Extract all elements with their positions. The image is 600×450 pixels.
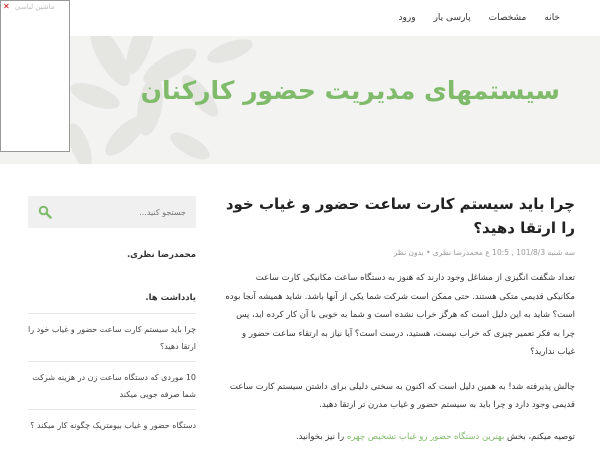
note-link-1[interactable]: چرا باید سیستم کارت ساعت حضور و غیاب خود را ارتقا دهید؟	[28, 313, 196, 361]
paragraph-3-suffix: را نیز بخوانید.	[295, 431, 347, 442]
nav-item-profile[interactable]: مشخصات	[488, 13, 527, 23]
note-link-2[interactable]: 10 موردی که دستگاه ساعت زن در هزینه شرکت شما صرفه جویی میکند	[28, 361, 196, 409]
nav-menu	[399, 0, 560, 36]
note-link-3[interactable]: دستگاه حضور و غیاب بیومتریک چگونه کار میکند ؟	[28, 409, 196, 440]
broken-image-alt-text: ماشین لباسی	[15, 3, 55, 11]
sidebar	[28, 196, 196, 440]
search-input[interactable]	[56, 196, 196, 228]
top-navigation	[0, 0, 600, 37]
search-icon[interactable]	[38, 205, 52, 219]
post-title[interactable]: چرا باید سیستم کارت ساعت حضور و غیاب خود را ارتقا دهید؟	[225, 195, 575, 237]
notes-heading: یادداشت ها.	[145, 293, 196, 303]
post-body	[225, 269, 575, 446]
post-paragraph-3	[225, 428, 575, 447]
site-header-banner	[0, 36, 600, 164]
post-paragraph-1: تعداد شگفت انگیزی از مشاغل وجود دارند که هنوز به دستگاه ساعت مکانیکی کارت ساعت مکانیکی قدیمی متکی هستند. حتی ممکن است شرکت شما یکی از آنها باشد. شاید همیشه آنجا بوده است؟ شاید به این دلیل است که هرگز خراب نشده است و شما به خوبی با آن کار کرده اید، پس چرا به فکر تعمیر چیزی که خراب نیست، هستید، درست است؟ آیا نیاز به ارتقاء ساعت حضور و غیاب ندارید؟	[225, 273, 575, 357]
site-title[interactable]: سیستمهای مدیریت حضور کارکنان	[140, 76, 560, 105]
main-content	[225, 192, 575, 446]
nav-item-login[interactable]: ورود	[398, 13, 416, 23]
nav-item-parsi-yar[interactable]: پارسی یار	[433, 13, 471, 23]
author-name: محمدرضا نظری.	[126, 250, 196, 260]
recommended-article-link[interactable]: بهترین دستگاه حضور رو غیاب تشخیص چهره	[346, 431, 505, 442]
paragraph-3-prefix: توصیه میکنم، بخش	[504, 431, 575, 442]
search-box	[28, 196, 196, 228]
post-meta: سه شنبه 101/8/3 , 10:5 ع محمدرضا نظری • بدون نظر	[393, 248, 575, 257]
broken-image-placeholder	[0, 0, 70, 152]
nav-item-home[interactable]: خانه	[544, 13, 560, 23]
broken-image-icon: ✕	[3, 2, 10, 11]
post-paragraph-2: چالش پذیرفته شد! به همین دلیل است که اکنون به سختی دلیلی برای داشتن سیستم کارت ساعت قدیمی وجود دارد و چرا باید به سیستم حضور و غیاب مدرن تر ارتقا دهید.	[229, 381, 575, 410]
